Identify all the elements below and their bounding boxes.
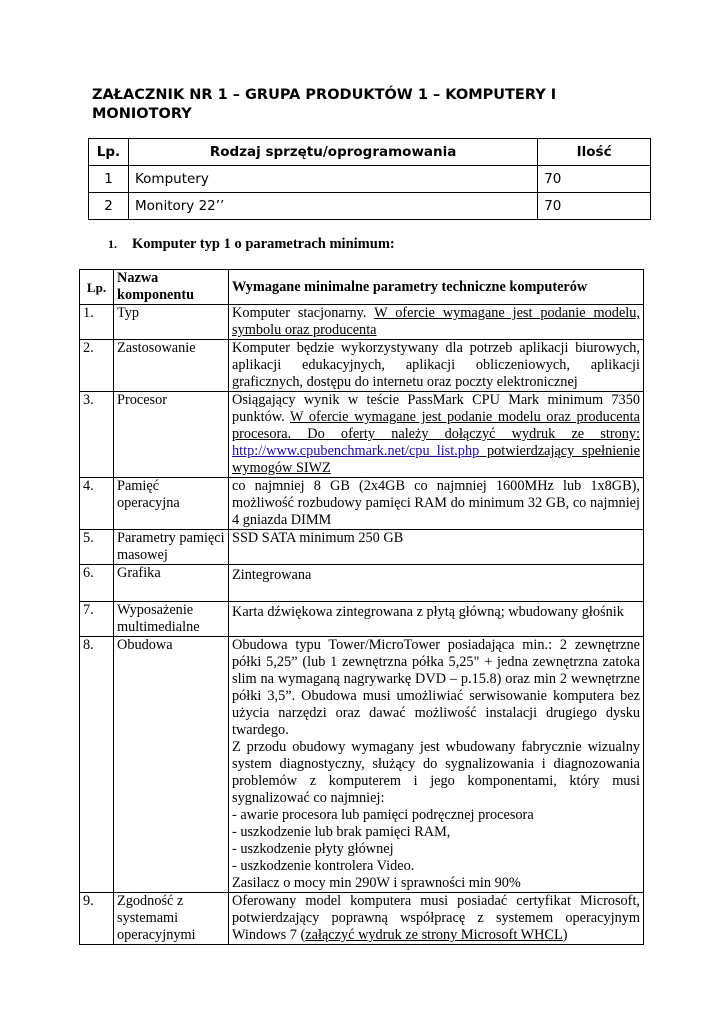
section-heading <box>108 236 395 253</box>
section-title: Komputer typ 1 o parametrach minimum: <box>132 236 395 252</box>
table-row <box>89 193 651 220</box>
row-text-after: ) <box>562 927 568 943</box>
table-row <box>80 305 644 340</box>
cell-qty: 70 <box>538 193 651 220</box>
row-underlined-text: W ofercie wymagane jest podanie modelu, symbolu oraz producenta <box>232 305 640 338</box>
row-params: co najmniej 8 GB (2x4GB co najmniej 1600MHz lub 1x8GB), możliwość rozbudowy pamięci RAM do minimum 32 GB, co najmniej 4 gniazda DIMM <box>229 478 644 530</box>
spec-table <box>79 269 644 945</box>
row-lp: 2. <box>80 340 114 392</box>
row-component: Obudowa <box>114 637 229 893</box>
spec-header-lp: Lp. <box>80 270 114 305</box>
row-text: Osiągający wynik w teście PassMark CPU Mark minimum 7350 punktów. <box>232 392 640 425</box>
row-underlined-text-after: potwierdzający spełnienie wymogów SIWZ <box>232 443 640 476</box>
row-component: Grafika <box>114 565 229 602</box>
list-item: - uszkodzenie kontrolera Video. <box>232 858 415 874</box>
list-item: - uszkodzenie lub brak pamięci RAM, <box>232 824 451 840</box>
housing-paragraph-3: Zasilacz o mocy min 290W i sprawności min 90% <box>232 875 521 891</box>
row-component: Typ <box>114 305 229 340</box>
cell-name: Komputery <box>128 166 537 193</box>
row-component: Wyposażenie multimedialne <box>114 602 229 637</box>
cpubenchmark-link[interactable]: http://www.cpubenchmark.net/cpu_list.php <box>232 443 480 459</box>
spec-header-component: Nazwa komponentu <box>114 270 229 305</box>
row-params: SSD SATA minimum 250 GB <box>229 530 644 565</box>
header-qty: Ilość <box>538 139 651 166</box>
table-row <box>80 637 644 893</box>
row-underlined-text: W ofercie wymagane jest podanie modelu oraz producenta procesora. Do oferty należy dołączyć wydruk ze strony: <box>232 409 640 442</box>
row-component: Zgodność z systemami operacyjnymi <box>114 893 229 945</box>
row-lp: 6. <box>80 565 114 602</box>
table-row <box>80 602 644 637</box>
cell-lp: 1 <box>89 166 129 193</box>
table-row <box>80 478 644 530</box>
table-row <box>89 166 651 193</box>
row-text: Komputer stacjonarny. <box>232 305 375 321</box>
row-text: Oferowany model komputera musi posiadać certyfikat Microsoft, potwierdzający poprawną współpracę z systemem operacyjnym Windows 7 ( <box>232 893 640 943</box>
row-underlined-text: załączyć wydruk ze strony Microsoft WHCL <box>305 927 563 943</box>
row-lp: 5. <box>80 530 114 565</box>
section-number: 1. <box>108 237 117 251</box>
row-lp: 1. <box>80 305 114 340</box>
row-lp: 3. <box>80 392 114 478</box>
row-params: Karta dźwiękowa zintegrowana z płytą główną; wbudowany głośnik <box>229 602 644 637</box>
table-header-row <box>89 139 651 166</box>
page-title <box>92 86 652 124</box>
housing-paragraph-1: Obudowa typu Tower/MicroTower posiadająca min.: 2 zewnętrzne półki 5,25” (lub 1 zewnętrzna półka 5,25" + jedna zewnętrzna zatoka slim na wymaganą nagrywarkę DVD – p.15.8) oraz min 2 wewnętrzne półki 3,5”. Obudowa musi umożliwiać serwisowanie komputera bez użycia narzędzi oraz dawać możliwość instalacji drugiego dysku twardego. <box>232 637 640 738</box>
spec-header-row <box>80 270 644 305</box>
row-params <box>229 637 644 893</box>
row-lp: 7. <box>80 602 114 637</box>
row-component: Zastosowanie <box>114 340 229 392</box>
row-component: Procesor <box>114 392 229 478</box>
row-lp: 8. <box>80 637 114 893</box>
table-row <box>80 340 644 392</box>
row-params <box>229 893 644 945</box>
table-row <box>80 530 644 565</box>
summary-table <box>88 138 651 220</box>
table-row <box>80 893 644 945</box>
row-params <box>229 305 644 340</box>
row-lp: 9. <box>80 893 114 945</box>
row-component: Pamięć operacyjna <box>114 478 229 530</box>
row-params: Komputer będzie wykorzystywany dla potrzeb aplikacji biurowych, aplikacji edukacyjnych, aplikacji obliczeniowych, aplikacji graficznych, dostępu do internetu oraz poczty elektronicznej <box>229 340 644 392</box>
row-params: Zintegrowana <box>229 565 644 602</box>
cell-qty: 70 <box>538 166 651 193</box>
table-row <box>80 392 644 478</box>
housing-paragraph-2: Z przodu obudowy wymagany jest wbudowany fabrycznie wizualny system diagnostyczny, służący do sygnalizowania i diagnozowania problemów z komputerem i jego komponentami, który musi sygnalizować co najmniej: <box>232 739 640 806</box>
list-item: - awarie procesora lub pamięci podręcznej procesora <box>232 807 534 823</box>
row-component: Parametry pamięci masowej <box>114 530 229 565</box>
spec-header-params: Wymagane minimalne parametry techniczne komputerów <box>229 270 644 305</box>
header-lp: Lp. <box>89 139 129 166</box>
header-type: Rodzaj sprzętu/oprogramowania <box>128 139 537 166</box>
row-params <box>229 392 644 478</box>
cell-lp: 2 <box>89 193 129 220</box>
list-item: - uszkodzenie płyty głównej <box>232 841 394 857</box>
title-line-2: MONIOTORY <box>92 106 192 122</box>
title-line-1: ZAŁACZNIK NR 1 – GRUPA PRODUKTÓW 1 – KOMPUTERY I <box>92 87 557 103</box>
table-row <box>80 565 644 602</box>
cell-name: Monitory 22’’ <box>128 193 537 220</box>
row-lp: 4. <box>80 478 114 530</box>
